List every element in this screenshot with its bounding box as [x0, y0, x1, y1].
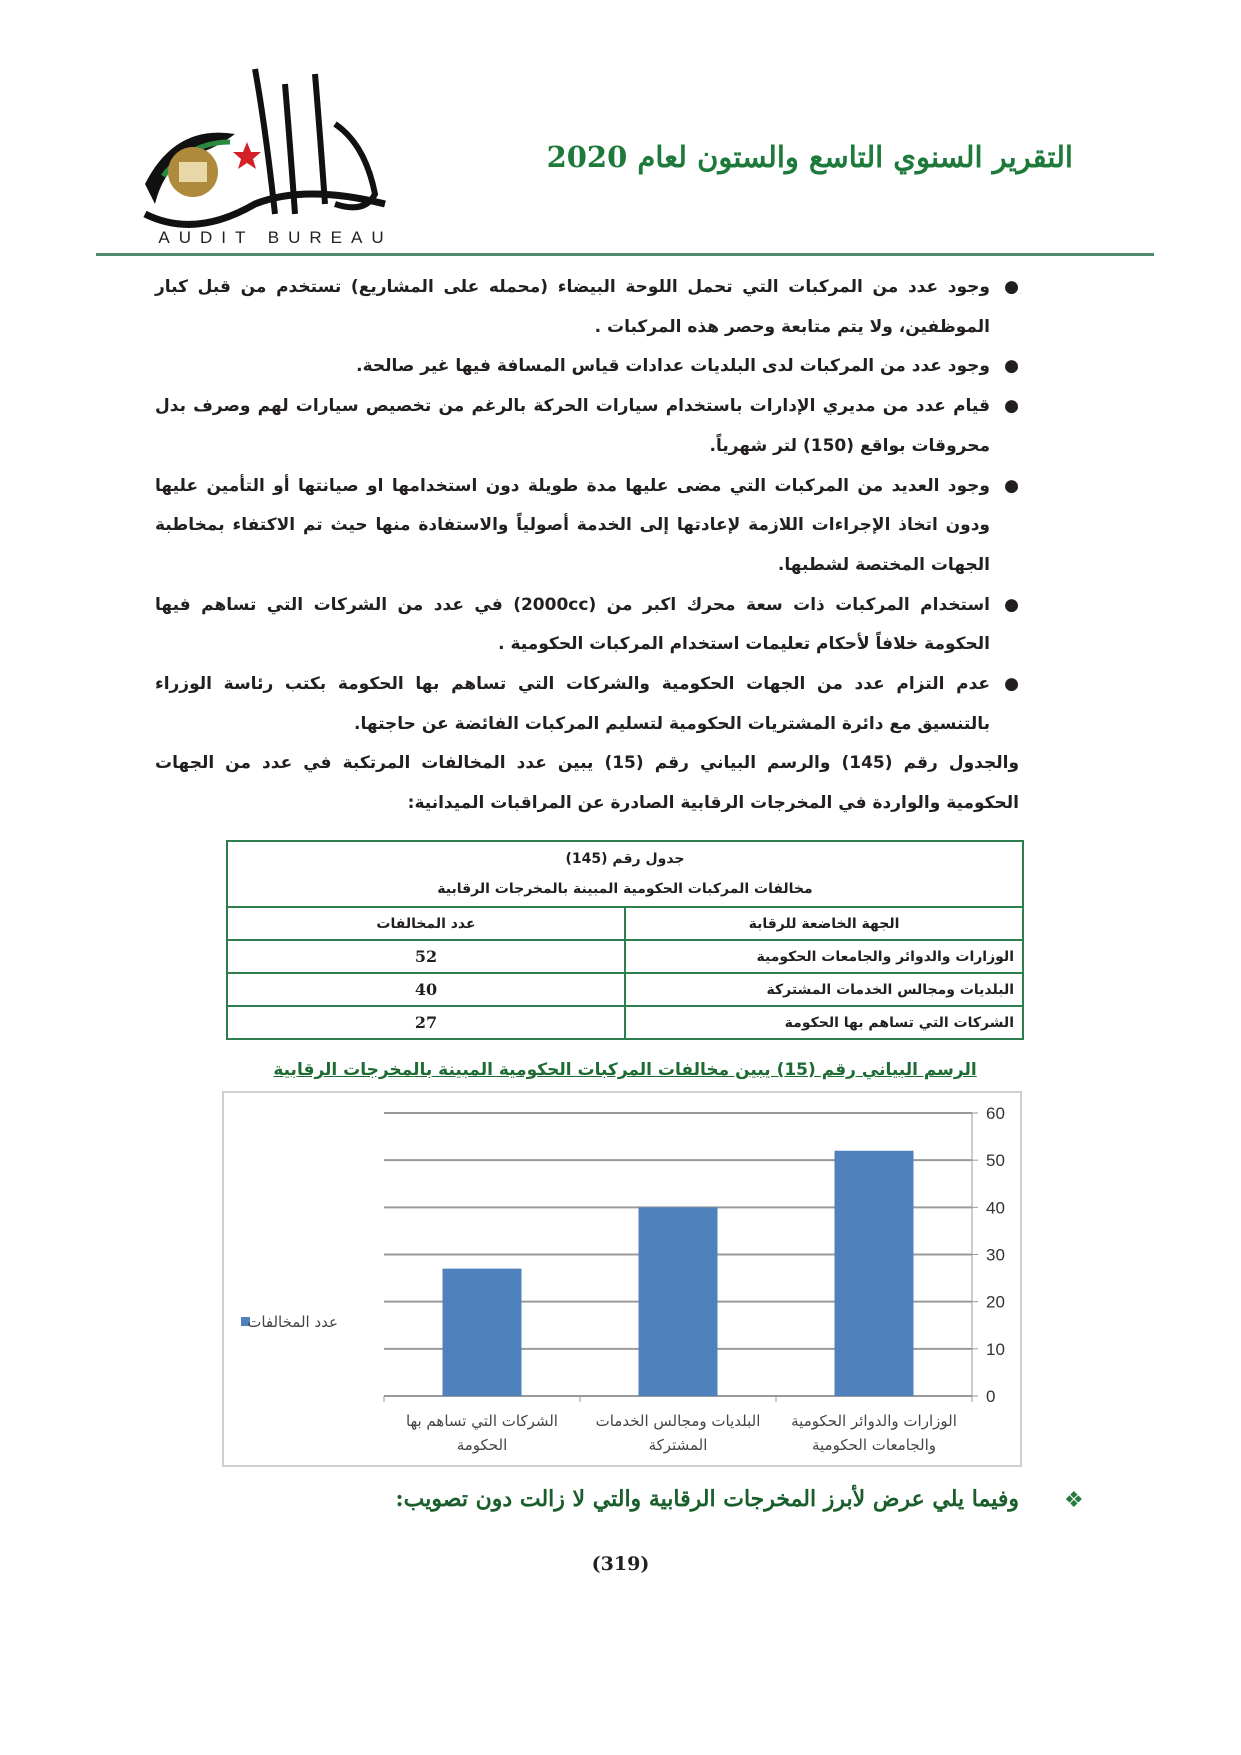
entity-cell: البلديات ومجالس الخدمات المشتركة: [625, 973, 1023, 1006]
y-tick-label: 20: [986, 1292, 1005, 1312]
y-tick-label: 10: [986, 1339, 1005, 1359]
finding-item: [155, 467, 1019, 586]
bar: [835, 1151, 914, 1396]
logo-text: AUDIT BUREAU: [158, 228, 393, 247]
column-header-entity: الجهة الخاضعة للرقابة: [625, 907, 1023, 940]
audit-bureau-logo: [135, 64, 415, 249]
x-tick-label: البلديات ومجالس الخدمات: [595, 1412, 761, 1430]
finding-text: وجود عدد من المركبات لدى البلديات عدادات قياس المسافة فيها غير صالحة.: [356, 356, 990, 377]
y-tick-label: 50: [986, 1151, 1005, 1171]
finding-item: [155, 387, 1019, 466]
table-number: جدول رقم (145): [565, 851, 685, 867]
page-number: (319): [591, 1553, 650, 1575]
body-text: [155, 268, 1019, 824]
bullet-icon: ●: [1004, 594, 1019, 615]
table-row: [227, 973, 1023, 1006]
table-caption: مخالفات المركبات الحكومية المبينة بالمخرجات الرقابية: [437, 881, 813, 897]
table-caption-row: [227, 841, 1023, 907]
count-cell: 27: [227, 1006, 625, 1039]
diamond-bullet-icon: ❖: [1064, 1488, 1084, 1513]
chart-title: الرسم البياني رقم (15) يبين مخالفات المركبات الحكومية المبينة بالمخرجات الرقابية: [273, 1060, 977, 1080]
finding-text: استخدام المركبات ذات سعة محرك اكبر من (2000cc) في عدد من الشركات التي تساهم فيها الحكومة خلافاً لأحكام تعليمات استخدام المركبات الحكومية .: [155, 594, 991, 655]
entity-cell: الوزارات والدوائر والجامعات الحكومية: [625, 940, 1023, 973]
count-cell: 40: [227, 973, 625, 1006]
bullet-icon: ●: [1004, 674, 1019, 695]
x-tick-label: الحكومة: [456, 1436, 508, 1454]
finding-text: وجود العديد من المركبات التي مضى عليها مدة طويلة دون استخدامها او صيانتها أو التأمين عليها ودون اتخاذ الإجراءات اللازمة لإعادتها إلى الخدمة أصولياً والاستفادة منها حيث تم الاكتفاء بمخاطبة الجهات المختصة لشطبها.: [155, 475, 990, 575]
legend-label: عدد المخالفات: [247, 1313, 338, 1331]
bar: [443, 1269, 522, 1396]
findings-list: [155, 268, 1019, 744]
table-row: [227, 1006, 1023, 1039]
bullet-icon: ●: [1004, 356, 1019, 377]
column-header-count: عدد المخالفات: [227, 907, 625, 940]
bar-chart: [222, 1091, 1022, 1467]
x-tick-label: والجامعات الحكومية: [811, 1436, 937, 1454]
entity-cell: الشركات التي تساهم بها الحكومة: [625, 1006, 1023, 1039]
y-tick-label: 0: [986, 1387, 996, 1406]
report-title: التقرير السنوي التاسع والستون لعام 2020: [546, 140, 1073, 174]
finding-item: [155, 268, 1019, 347]
bar: [639, 1207, 718, 1396]
y-tick-label: 60: [986, 1104, 1005, 1123]
bullet-icon: ●: [1004, 277, 1019, 297]
y-tick-label: 30: [986, 1245, 1005, 1265]
intro-paragraph: والجدول رقم (145) والرسم البياني رقم (15) يبين عدد المخالفات المرتكبة في عدد من الجهات الحكومية والواردة في المخرجات الرقابية الصادرة عن المراقبات الميدانية:: [155, 753, 1020, 814]
finding-text: عدم التزام عدد من الجهات الحكومية والشركات التي تساهم بها الحكومة بكتب رئاسة الوزراء بالتنسيق مع دائرة المشتريات الحكومية لتسليم المركبات الفائضة عن حاجتها.: [155, 674, 990, 734]
finding-text: وجود عدد من المركبات التي تحمل اللوحة البيضاء (محمله على المشاريع) تستخدم من قبل كبار الموظفين، ولا يتم متابعة وحصر هذه المركبات .: [155, 277, 990, 337]
x-tick-label: المشتركة: [648, 1436, 708, 1454]
table-header-row: [227, 907, 1023, 940]
finding-text: قيام عدد من مديري الإدارات باستخدام سيارات الحركة بالرغم من تخصيص سيارات لهم وصرف بدل محروقات بواقع (150) لتر شهرياً.: [155, 396, 990, 456]
table-row: [227, 940, 1023, 973]
finding-item: [155, 586, 1019, 665]
bullet-icon: ●: [1004, 475, 1019, 496]
bullet-icon: ●: [1004, 396, 1019, 417]
section-heading: وفيما يلي عرض لأبرز المخرجات الرقابية والتي لا زالت دون تصويب:: [395, 1486, 1019, 1512]
header-divider: [96, 253, 1154, 256]
violations-table: [226, 840, 1024, 1040]
finding-item: [155, 665, 1019, 744]
x-tick-label: الشركات التي تساهم بها: [406, 1412, 558, 1430]
x-tick-label: الوزارات والدوائر الحكومية: [791, 1412, 957, 1430]
y-tick-label: 40: [986, 1198, 1005, 1218]
count-cell: 52: [227, 940, 625, 973]
finding-item: [155, 347, 1019, 387]
